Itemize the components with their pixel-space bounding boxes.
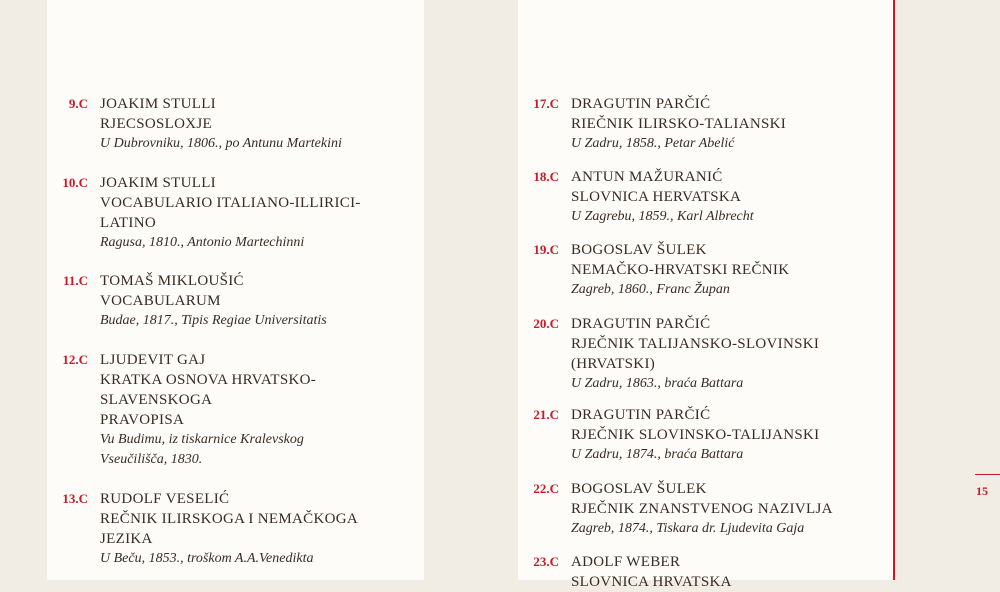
entry-title-line: RJECSOSLOXJE xyxy=(100,116,212,132)
entry-number: 20.C xyxy=(533,316,559,331)
entry-author: ADOLF WEBER xyxy=(571,554,681,570)
entry-body xyxy=(100,173,390,253)
entry-body xyxy=(100,94,390,154)
entry-publication: U Zadru, 1863., braća Battara xyxy=(571,376,744,391)
entry-publication: U Zadru, 1858., Petar Abelić xyxy=(571,136,735,151)
entry-body xyxy=(571,94,861,154)
entry-title-line: VOCABULARUM xyxy=(100,293,221,309)
entry-title-line: SLOVNICA HRVATSKA xyxy=(571,574,732,590)
entry-body xyxy=(571,314,861,394)
entry-publication: U Dubrovniku, 1806., po Antunu Martekini xyxy=(100,136,342,151)
entry-publication: U Zagrebu, 1859., Karl Albrecht xyxy=(571,209,754,224)
entry-publication: Zagreb, 1860., Franc Župan xyxy=(571,282,730,297)
entry-author: DRAGUTIN PARČIĆ xyxy=(571,407,711,423)
entry-title-line: RJEČNIK TALIJANSKO-SLOVINSKI xyxy=(571,336,820,352)
entry-author: TOMAŠ MIKLOUŠIĆ xyxy=(100,273,244,289)
entry-body xyxy=(571,479,861,539)
entry-title-line: SLOVNICA HERVATSKA xyxy=(571,189,742,205)
entry-publication: U Beču, 1853., troškom A.A.Venedikta xyxy=(100,551,314,566)
entry-author: DRAGUTIN PARČIĆ xyxy=(571,316,711,332)
entry-title-line: RIEČNIK ILIRSKO-TALIANSKI xyxy=(571,116,787,132)
entry-number: 13.C xyxy=(62,491,88,506)
entry-number: 10.C xyxy=(62,175,88,190)
entry-number: 22.C xyxy=(533,481,559,496)
entry-number: 19.C xyxy=(533,242,559,257)
entry-title-line: NEMAČKO-HRVATSKI REČNIK xyxy=(571,262,790,278)
entry-number: 17.C xyxy=(533,96,559,111)
entry-number: 12.C xyxy=(62,352,88,367)
entry-body xyxy=(100,489,390,569)
entry-publication: U Zadru, 1874., braća Battara xyxy=(571,447,744,462)
entry-body xyxy=(100,350,390,470)
entry-author: JOAKIM STULLI xyxy=(100,96,216,112)
entry-title-line: VOCABULARIO ITALIANO-ILLIRICI- xyxy=(100,195,361,211)
entry-number: 21.C xyxy=(533,407,559,422)
entry-author: ANTUN MAŽURANIĆ xyxy=(571,169,723,185)
page-number: 15 xyxy=(976,484,988,498)
entry-author: LJUDEVIT GAJ xyxy=(100,352,206,368)
entry-body xyxy=(571,552,861,592)
entry-title-line: RJEČNIK ZNANSTVENOG NAZIVLJA xyxy=(571,501,833,517)
margin-rule xyxy=(893,0,895,580)
entry-publication: Vseučilišča, 1830. xyxy=(100,452,203,467)
entry-number: 9.C xyxy=(68,96,88,111)
entry-author: RUDOLF VESELIĆ xyxy=(100,491,230,507)
entry-publication: Budae, 1817., Tipis Regiae Universitatis xyxy=(100,313,327,328)
entry-title-line: KRATKA OSNOVA HRVATSKO- xyxy=(100,372,317,388)
entry-author: JOAKIM STULLI xyxy=(100,175,216,191)
entry-title-line: PRAVOPISA xyxy=(100,412,185,428)
entry-publication: Ragusa, 1810., Antonio Martechinni xyxy=(100,235,305,250)
entry-title-line: LATINO xyxy=(100,215,156,231)
entry-body xyxy=(100,271,390,331)
entry-publication: Zagreb, 1874., Tiskara dr. Ljudevita Gaja xyxy=(571,521,805,536)
entry-body xyxy=(571,240,861,300)
entry-title-line: SLAVENSKOGA xyxy=(100,392,213,408)
entry-title-line: (HRVATSKI) xyxy=(571,356,656,372)
entry-author: DRAGUTIN PARČIĆ xyxy=(571,96,711,112)
entry-author: BOGOSLAV ŠULEK xyxy=(571,242,707,258)
entry-body xyxy=(571,405,861,465)
entry-title-line: REČNIK ILIRSKOGA I NEMAČKOGA xyxy=(100,511,358,527)
entry-publication: Vu Budimu, iz tiskarnice Kralevskog xyxy=(100,432,304,447)
entry-title-line: JEZIKA xyxy=(100,531,153,547)
entry-number: 18.C xyxy=(533,169,559,184)
entry-number: 23.C xyxy=(533,554,559,569)
page-number-rule xyxy=(975,474,1000,475)
entry-title-line: RJEČNIK SLOVINSKO-TALIJANSKI xyxy=(571,427,820,443)
entry-author: BOGOSLAV ŠULEK xyxy=(571,481,707,497)
entry-number: 11.C xyxy=(63,273,88,288)
entry-body xyxy=(571,167,861,227)
